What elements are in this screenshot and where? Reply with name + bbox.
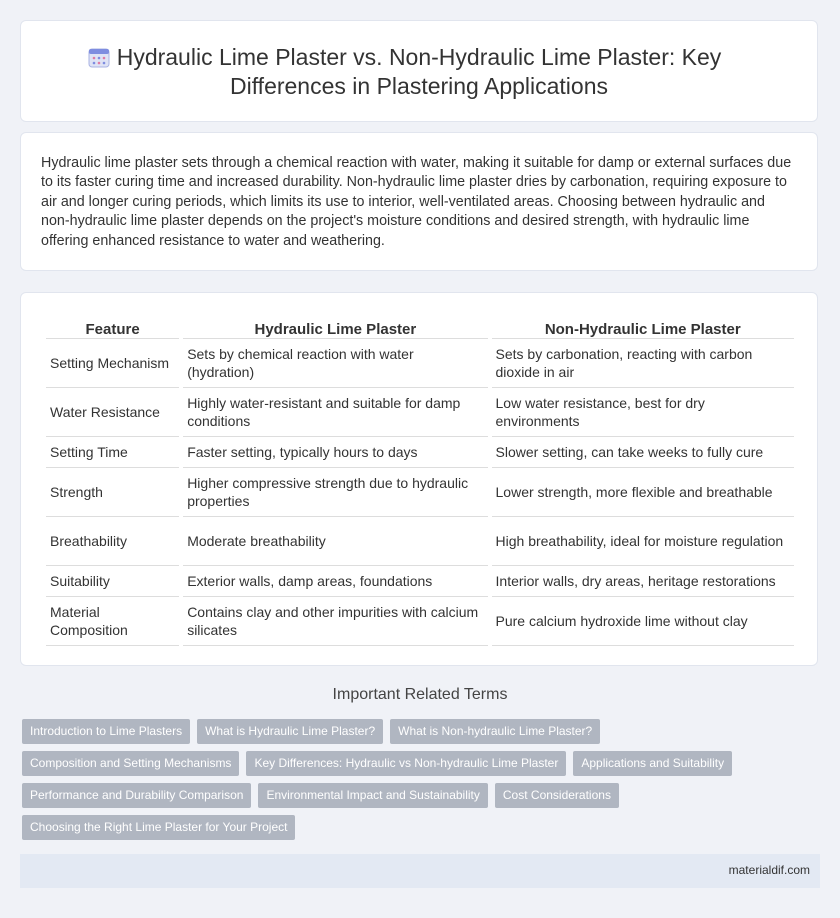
row-non-hydraulic: Interior walls, dry areas, heritage restorations [492,566,794,597]
row-non-hydraulic: Sets by carbonation, reacting with carbon dioxide in air [492,339,794,388]
page-title: Hydraulic Lime Plaster vs. Non-Hydraulic Lime Plaster: Key Differences in Plastering Applications [116,44,722,99]
related-term-tag[interactable]: Key Differences: Hydraulic vs Non-hydraulic Lime Plaster [246,751,566,776]
row-feature: Setting Mechanism [46,339,179,388]
related-term-tag[interactable]: Cost Considerations [495,783,619,808]
related-term-tag[interactable]: Applications and Suitability [573,751,732,776]
row-feature: Strength [46,468,179,517]
related-terms-list [22,719,742,840]
related-term-tag[interactable]: Environmental Impact and Sustainability [258,783,487,808]
row-non-hydraulic: High breathability, ideal for moisture regulation [492,517,794,566]
table-row [46,517,794,566]
header-hydraulic: Hydraulic Lime Plaster [183,314,487,339]
row-hydraulic: Faster setting, typically hours to days [183,437,487,468]
row-feature: Breathability [46,517,179,566]
related-terms-title: Important Related Terms [332,686,508,703]
table-row [46,339,794,388]
summary-card [20,132,818,271]
row-non-hydraulic: Lower strength, more flexible and breathable [492,468,794,517]
table-row [46,437,794,468]
header-feature: Feature [46,314,179,339]
row-feature: Suitability [46,566,179,597]
header-non-hydraulic: Non-Hydraulic Lime Plaster [492,314,794,339]
row-hydraulic: Contains clay and other impurities with calcium silicates [183,597,487,646]
related-term-tag[interactable]: Choosing the Right Lime Plaster for Your Project [22,815,295,840]
row-feature: Material Composition [46,597,179,646]
table-row [46,566,794,597]
related-term-tag[interactable]: What is Hydraulic Lime Plaster? [197,719,383,744]
footer [20,854,820,888]
footer-site-link[interactable]: materialdif.com [728,863,810,877]
related-term-tag[interactable]: What is Non-hydraulic Lime Plaster? [390,719,600,744]
table-row [46,468,794,517]
row-hydraulic: Higher compressive strength due to hydraulic properties [183,468,487,517]
row-hydraulic: Sets by chemical reaction with water (hydration) [183,339,487,388]
row-hydraulic: Highly water-resistant and suitable for damp conditions [183,388,487,437]
comparison-table-card [20,292,818,666]
row-feature: Water Resistance [46,388,179,437]
title-card [20,20,818,122]
row-non-hydraulic: Slower setting, can take weeks to fully cure [492,437,794,468]
row-non-hydraulic: Pure calcium hydroxide lime without clay [492,597,794,646]
row-feature: Setting Time [46,437,179,468]
row-hydraulic: Exterior walls, damp areas, foundations [183,566,487,597]
related-term-tag[interactable]: Introduction to Lime Plasters [22,719,190,744]
row-non-hydraulic: Low water resistance, best for dry environments [492,388,794,437]
related-term-tag[interactable]: Performance and Durability Comparison [22,783,251,808]
related-term-tag[interactable]: Composition and Setting Mechanisms [22,751,239,776]
table-row [46,597,794,646]
comparison-table [42,314,798,646]
table-header-row [46,314,794,339]
summary-paragraph: Hydraulic lime plaster sets through a chemical reaction with water, making it suitable for damp or external surfaces due to its faster curing time and increased durability. Non-hydraulic lime plaster dries by carbonation, requiring exposure to air and longer curing periods, which limits its use to interior, well-ventilated areas. Choosing between hydraulic and non-hydraulic lime plaster depends on the project's moisture conditions and desired strength, with hydraulic lime offering enhanced resistance to water and weathering. [41,155,792,249]
row-hydraulic: Moderate breathability [183,517,487,566]
table-row [46,388,794,437]
